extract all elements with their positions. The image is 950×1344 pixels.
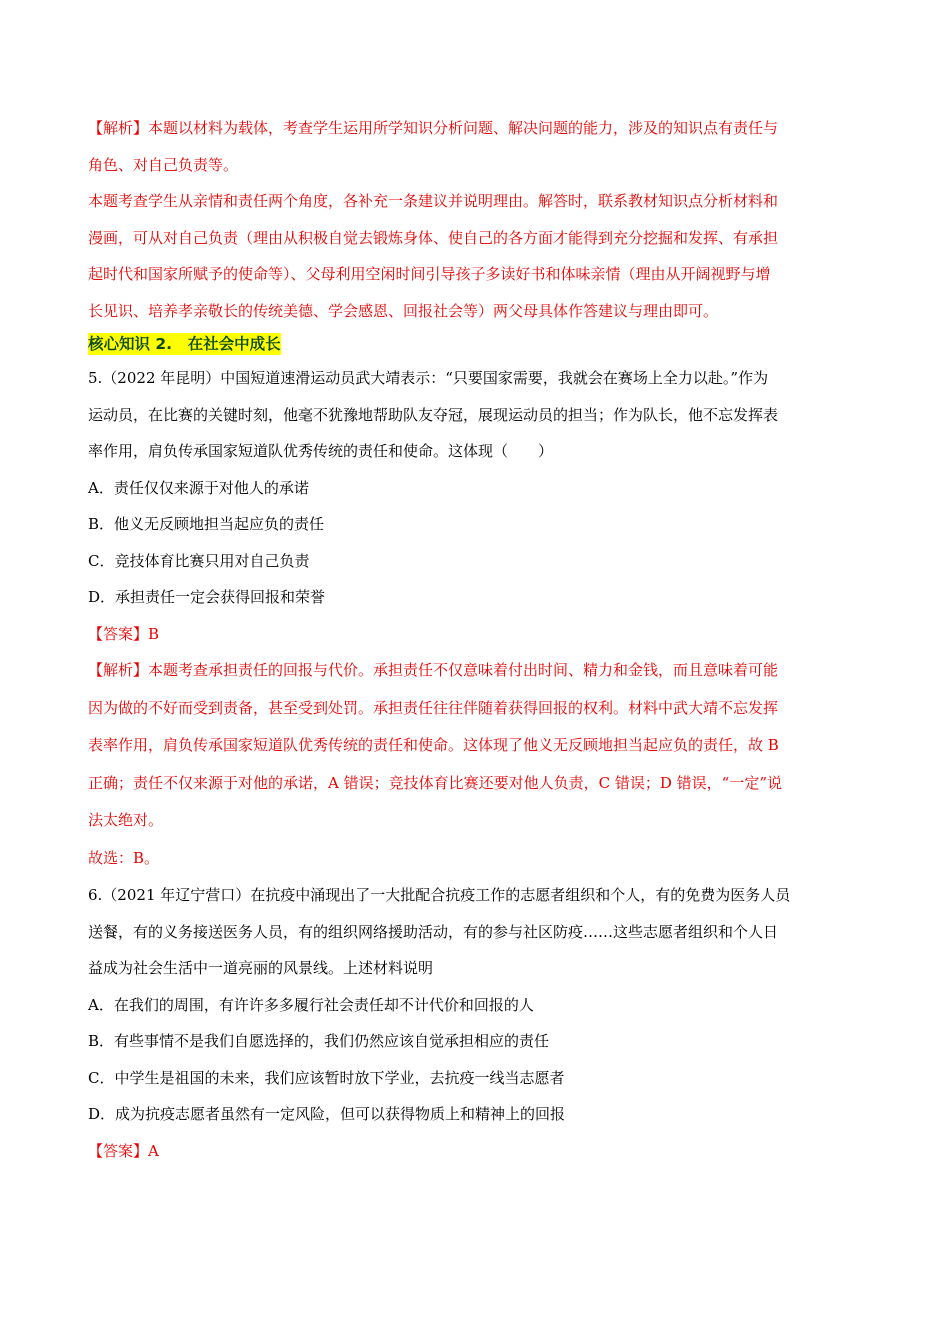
question-stem-line: 运动员，在比赛的关键时刻，他毫不犹豫地帮助队友夺冠，展现运动员的担当；作为队长，他不忘发挥表 <box>88 405 779 424</box>
question-stem-line: 送餐，有的义务接送医务人员，有的组织网络援助活动，有的参与社区防疫……这些志愿者组织和个人日 <box>88 922 779 941</box>
analysis-line: 漫画，可从对自己负责（理由从积极自觉去锻炼身体、使自己的各方面才能得到充分挖掘和发挥、有承担 <box>88 228 779 247</box>
analysis-line: 正确；责任不仅来源于对他的承诺，A 错误；竞技体育比赛还要对他人负责，C 错误；D 错误，“一定”说 <box>88 773 782 792</box>
section-heading <box>88 329 868 360</box>
previous-analysis <box>88 110 868 329</box>
answer: 【答案】B <box>88 624 160 643</box>
analysis-line: 法太绝对。 <box>88 811 164 829</box>
option-c: C．中学生是祖国的未来，我们应该暂时放下学业，去抗疫一线当志愿者 <box>88 1068 565 1087</box>
analysis-line: 角色、对自己负责等。 <box>88 155 239 174</box>
analysis-line: 【解析】本题考查承担责任的回报与代价。承担责任不仅意味着付出时间、精力和金钱，而且意味着可能 <box>88 661 779 679</box>
document-page <box>88 110 868 1169</box>
question-stem-line: 6.（2021 年辽宁营口）在抗疫中涌现出了一大批配合抗疫工作的志愿者组织和个人，有的免费为医务人员 <box>88 886 791 904</box>
option-a: A．在我们的周围，有许许多多履行社会责任却不计代价和回报的人 <box>88 995 534 1014</box>
analysis-line: 因为做的不好而受到责备，甚至受到处罚。承担责任往往伴随着获得回报的权利。材料中武大靖不忘发挥 <box>88 698 779 717</box>
section-heading-text: 核心知识 2. 在社会中成长 <box>88 335 281 353</box>
option-b: B．他义无反顾地担当起应负的责任 <box>88 515 325 533</box>
analysis-line: 长见识、培养孝亲敬长的传统美德、学会感恩、回报社会等）两父母具体作答建议与理由即可。 <box>88 301 719 320</box>
question-6 <box>88 877 868 1169</box>
question-5 <box>88 360 868 877</box>
analysis-line: 起时代和国家所赋予的使命等）、父母利用空闲时间引导孩子多读好书和体味亲情（理由从开阔视野与增 <box>88 265 771 283</box>
answer: 【答案】A <box>88 1141 159 1160</box>
question-stem-line: 5.（2022 年昆明）中国短道速滑运动员武大靖表示：“只要国家需要，我就会在赛场上全力以赴。”作为 <box>88 369 769 387</box>
question-stem-line: 率作用，肩负传承国家短道队优秀传统的责任和使命。这体现（ ） <box>88 442 554 460</box>
question-stem-line: 益成为社会生活中一道亮丽的风景线。上述材料说明 <box>88 959 434 977</box>
analysis-line: 故选：B。 <box>88 848 160 867</box>
analysis-line: 【解析】本题以材料为载体，考查学生运用所学知识分析问题、解决问题的能力，涉及的知识点有责任与 <box>88 119 779 137</box>
analysis-line: 表率作用，肩负传承国家短道队优秀传统的责任和使命。这体现了他义无反顾地担当起应负的责任，故 B <box>88 736 779 754</box>
option-b: B．有些事情不是我们自愿选择的，我们仍然应该自觉承担相应的责任 <box>88 1032 550 1050</box>
option-d: D．承担责任一定会获得回报和荣誉 <box>88 588 326 606</box>
option-a: A．责任仅仅来源于对他人的承诺 <box>88 478 309 497</box>
option-c: C．竞技体育比赛只用对自己负责 <box>88 551 310 570</box>
option-d: D．成为抗疫志愿者虽然有一定风险，但可以获得物质上和精神上的回报 <box>88 1105 566 1123</box>
analysis-line: 本题考查学生从亲情和责任两个角度，各补充一条建议并说明理由。解答时，联系教材知识点分析材料和 <box>88 192 779 210</box>
